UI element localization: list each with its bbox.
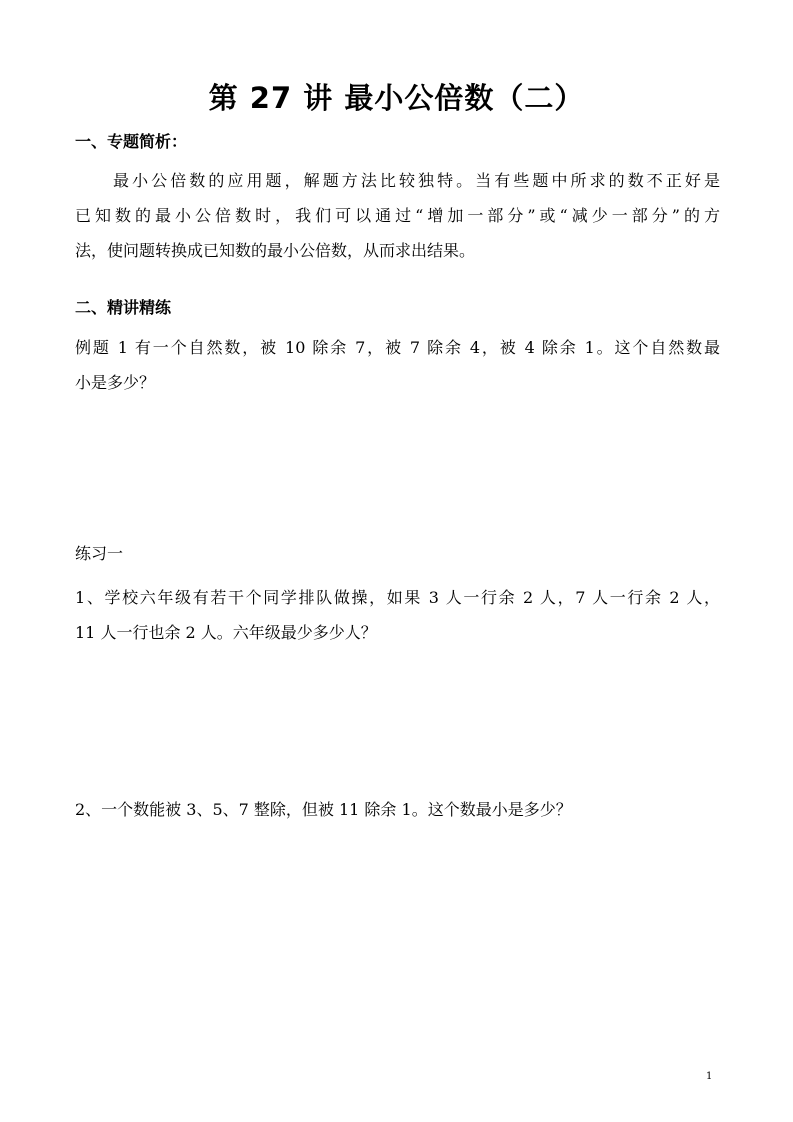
analysis-line-2: 已知数的最小公倍数时，我们可以通过“增加一部分”或“减少一部分”的方: [75, 206, 720, 225]
page-number: 1: [706, 1071, 713, 1082]
example-1-line-2: 小是多少？: [75, 373, 156, 392]
section-heading-practice: 二、精讲精练: [75, 298, 172, 317]
example-1-line-1: 例题 1 有一个自然数，被 10 除余 7，被 7 除余 4，被 4 除余 1。这个自然数最: [75, 338, 720, 357]
practice-label: [75, 536, 720, 571]
analysis-line-1: 最小公倍数的应用题，解题方法比较独特。当有些题中所求的数不正好是: [113, 171, 720, 190]
analysis-line-3: 法，使问题转换成已知数的最小公倍数，从而求出结果。: [75, 241, 476, 260]
analysis-paragraph: [75, 163, 720, 268]
question-1-line-2: 11 人一行也余 2 人。六年级最少多少人？: [75, 623, 377, 642]
section-heading-analysis: 一、专题简析：: [75, 132, 188, 151]
practice-label-text: 练习一: [75, 544, 124, 563]
practice-question-1: [75, 580, 720, 650]
example-1: [75, 330, 720, 400]
practice-question-2: [75, 792, 720, 827]
question-1-line-1: 1、学校六年级有若干个同学排队做操，如果 3 人一行余 2 人，7 人一行余 2 人，: [75, 588, 720, 607]
question-2-line-1: 2、一个数能被 3、5、7 整除，但被 11 除余 1。这个数最小是多少？: [75, 800, 572, 819]
page-title: 第 27 讲 最小公倍数（二）: [208, 81, 585, 115]
